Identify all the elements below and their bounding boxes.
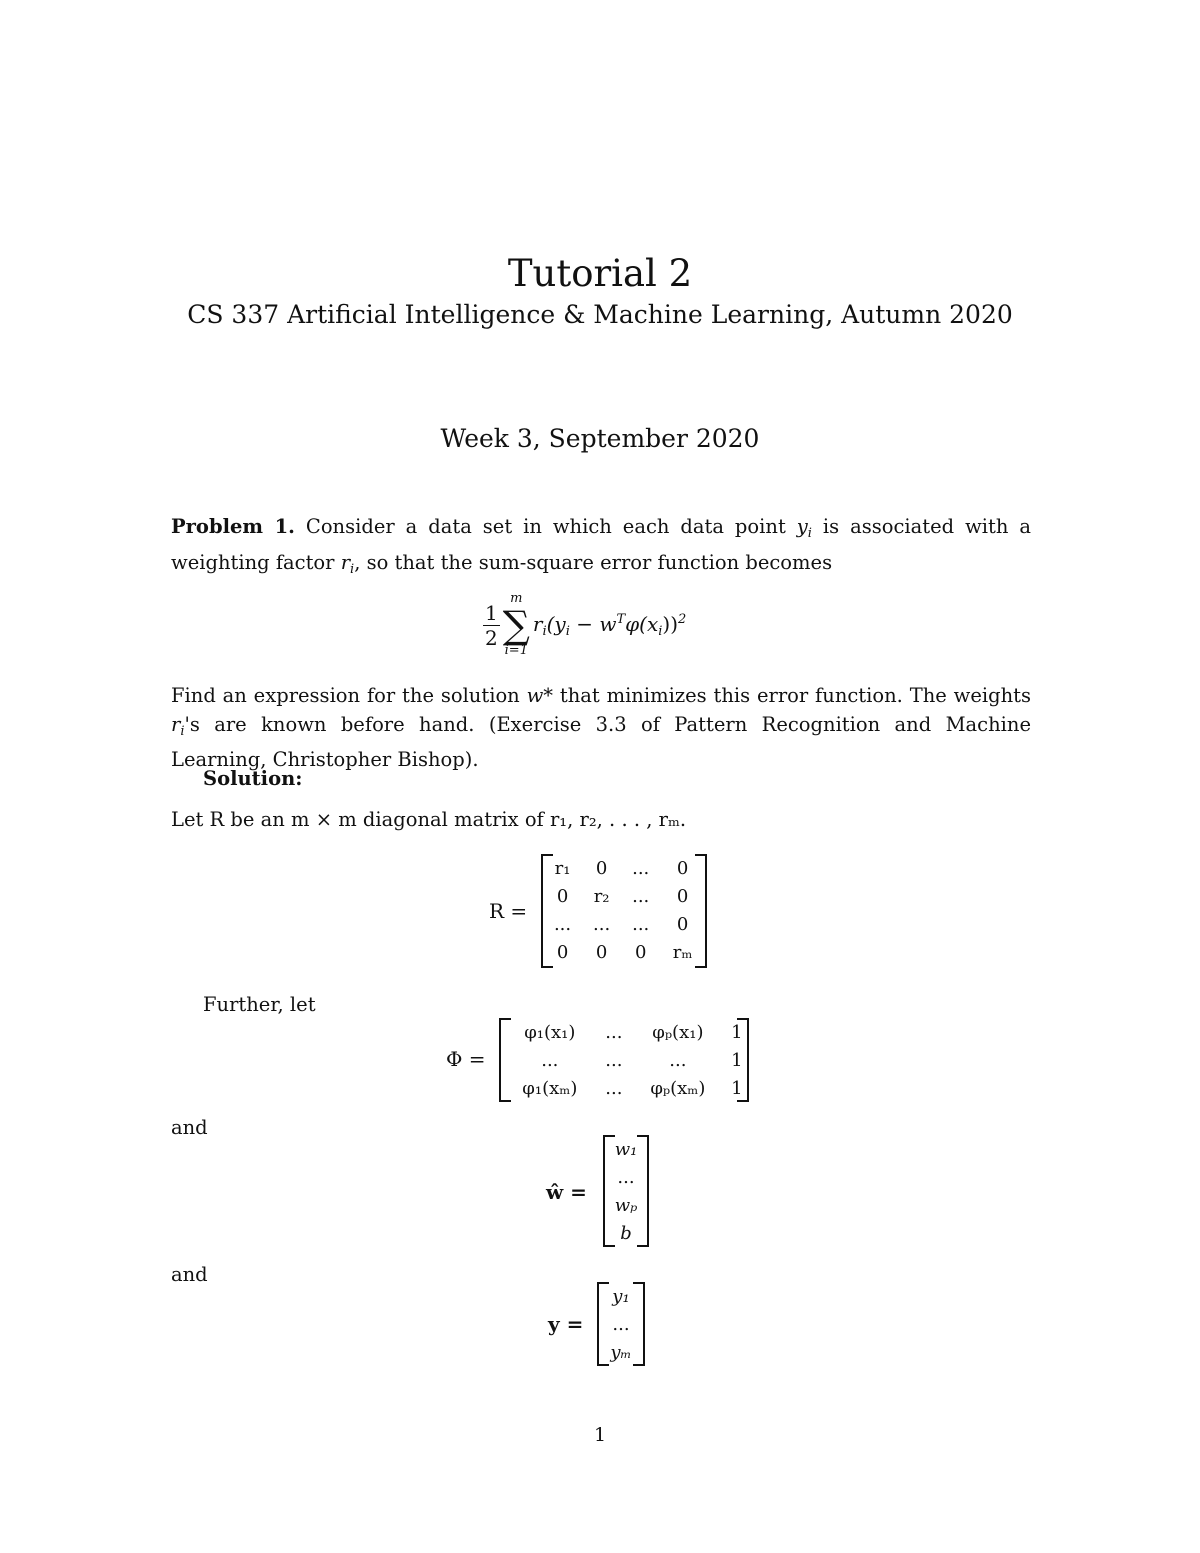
r-cell: ...	[632, 885, 650, 907]
phi-cell: φₚ(x₁)	[652, 1021, 704, 1043]
phi-cell: 1	[731, 1049, 743, 1071]
r-cell: rₘ	[672, 941, 693, 963]
r-cell: ...	[632, 913, 650, 935]
eq-sub-i-2: i	[565, 623, 570, 639]
r-cell: 0	[676, 913, 689, 935]
sub-i-1: i	[807, 526, 812, 541]
eq-minus-w: − w	[569, 611, 617, 636]
problem-statement	[171, 513, 1031, 584]
r-cell: ...	[593, 913, 611, 935]
and-text-2: and	[171, 1263, 208, 1286]
phi-cell: φₚ(xₘ)	[650, 1077, 706, 1099]
eq-sub-i: i	[542, 623, 547, 639]
solution-heading: Solution:	[203, 767, 303, 790]
phi-cell: ...	[541, 1049, 559, 1071]
w-cell: b	[620, 1222, 632, 1244]
r-cell: ...	[632, 857, 650, 879]
find-text-a: Find an expression for the solution	[171, 684, 527, 707]
phi-cell: ...	[669, 1049, 687, 1071]
summation-operator	[503, 592, 530, 658]
r-cell: r₁	[554, 857, 571, 879]
document-date: Week 3, September 2020	[440, 424, 760, 453]
document-title: Tutorial 2	[507, 252, 693, 295]
course-name: CS 337 Artificial Intelligence & Machine Learning, Autumn 2020	[187, 300, 1013, 329]
var-r: r	[340, 550, 351, 574]
r-cell: ...	[553, 913, 572, 935]
eq-close: ))	[662, 611, 679, 636]
y-cell: y₁	[612, 1285, 630, 1307]
phi-matrix-table	[501, 1018, 747, 1102]
find-text-b: that minimizes this error function. The weights	[553, 684, 1032, 707]
and-text-1: and	[171, 1116, 208, 1139]
r-cell: 0	[556, 885, 569, 907]
sub-i-2: i	[350, 561, 355, 577]
r-cell: 0	[595, 857, 608, 879]
eq-square: 2	[678, 611, 687, 627]
var-y: y	[796, 515, 808, 538]
eq-phi: φ(x	[625, 611, 659, 636]
w-cell: wₚ	[614, 1194, 638, 1216]
eq-r: r	[532, 611, 543, 636]
phi-cell: 1	[731, 1021, 743, 1043]
r-cell: 0	[595, 941, 608, 963]
phi-cell: 1	[731, 1077, 743, 1099]
y-vector-label: y =	[548, 1312, 584, 1336]
y-cell: ...	[612, 1313, 630, 1335]
r-cell: 0	[556, 941, 569, 963]
sum-body	[532, 611, 687, 639]
fraction-numerator: 1	[485, 600, 498, 625]
problem-text-c: , so that the sum-square error function becomes	[354, 550, 833, 574]
find-text-c: 's are known before hand. (Exercise 3.3 of Pattern Recognition and Machine Learning, Christopher Bishop).	[171, 712, 1031, 771]
problem-label: Problem 1.	[171, 515, 295, 538]
phi-matrix	[499, 1018, 749, 1102]
sum-symbol: ∑	[502, 603, 530, 647]
r-cell: 0	[676, 857, 689, 879]
sum-lower-limit: i=1	[504, 643, 528, 658]
problem-text-b: is associated with a weighting factor	[171, 515, 1031, 574]
phi-cell: φ₁(x₁)	[524, 1021, 576, 1043]
w-vector-label: ŵ =	[546, 1180, 587, 1204]
fraction-denominator: 2	[485, 625, 498, 650]
phi-matrix-label: Φ =	[446, 1047, 486, 1071]
y-vector	[597, 1282, 645, 1366]
phi-cell: ...	[605, 1077, 623, 1099]
let-r-line: Let R be an m × m diagonal matrix of r₁, r₂, . . . , rₘ.	[171, 808, 687, 831]
r-cell: r₂	[593, 885, 610, 907]
find-expression-paragraph	[171, 682, 1031, 775]
w-star: w*	[526, 684, 554, 707]
r-cell: 0	[676, 885, 689, 907]
eq-y: (y	[546, 611, 566, 636]
weights-sub-i: i	[180, 723, 185, 739]
r-matrix-table	[543, 854, 705, 966]
error-function-equation	[483, 592, 686, 658]
r-matrix	[541, 854, 707, 968]
weights-r: r	[171, 712, 181, 736]
further-let-text: Further, let	[203, 993, 316, 1016]
phi-cell: ...	[605, 1049, 623, 1071]
eq-transpose: T	[616, 611, 626, 627]
r-matrix-label: R =	[489, 899, 528, 923]
y-vector-table	[599, 1282, 643, 1366]
w-cell: w₁	[614, 1138, 638, 1160]
phi-cell: ...	[605, 1021, 623, 1043]
w-vector	[603, 1135, 649, 1247]
problem-text-a: Consider a data set in which each data point	[294, 515, 797, 538]
r-cell: 0	[634, 941, 647, 963]
w-cell: ...	[617, 1166, 635, 1188]
eq-sub-i-3: i	[658, 623, 663, 639]
page-number: 1	[593, 1424, 607, 1446]
sum-upper-limit: m	[510, 591, 523, 606]
y-cell: yₘ	[610, 1341, 632, 1363]
w-vector-table	[605, 1135, 647, 1247]
one-half-fraction	[483, 601, 500, 650]
phi-cell: φ₁(xₘ)	[522, 1077, 578, 1099]
